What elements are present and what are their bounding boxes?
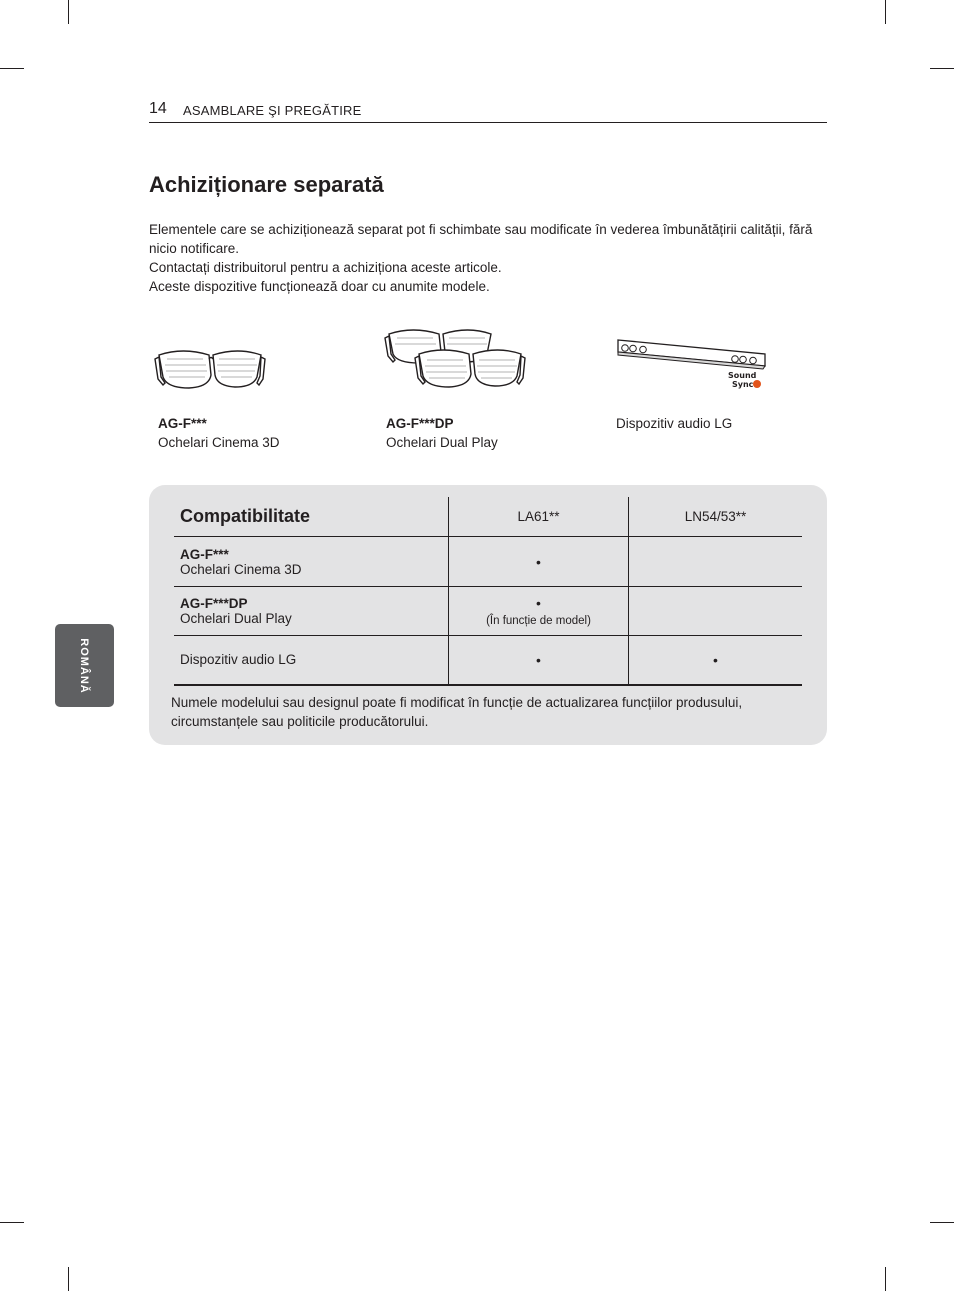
page-number: 14	[149, 100, 167, 117]
compatibility-footnote: Numele modelului sau designul poate fi modificat în funcție de actualizarea funcțiilor produsului, circumstanțele sau politicile producătorului.	[171, 695, 743, 729]
table-title-cell	[174, 497, 449, 537]
crop-mark	[885, 1267, 886, 1291]
product-code: AG-F***	[158, 416, 207, 431]
product-name: Dispozitiv audio LG	[616, 416, 733, 431]
row-code: AG-F***	[180, 546, 229, 562]
row-code: AG-F***DP	[180, 596, 248, 611]
table-row	[174, 587, 802, 636]
row-name: Ochelari Cinema 3D	[180, 561, 302, 577]
row-name: Ochelari Dual Play	[180, 611, 292, 626]
intro-text	[149, 220, 829, 296]
compat-dot: •	[536, 651, 541, 668]
table-header-row	[174, 497, 802, 537]
crop-mark	[68, 1267, 69, 1291]
language-tab	[55, 624, 114, 707]
crop-mark	[930, 1222, 954, 1223]
page-title: Achiziționare separată	[149, 172, 384, 197]
compatibility-table	[174, 497, 802, 686]
product-caption	[386, 414, 498, 452]
row-label	[174, 537, 449, 587]
row-label	[174, 587, 449, 636]
soundbar-icon	[615, 336, 770, 394]
product-caption	[158, 414, 280, 452]
crop-mark	[68, 0, 69, 24]
row-name: Dispozitiv audio LG	[180, 652, 297, 668]
intro-line: Contactați distribuitorul pentru a achiziționa aceste articole.	[149, 260, 502, 275]
crop-mark	[885, 0, 886, 24]
crop-mark	[0, 68, 24, 69]
table-cell	[629, 636, 803, 685]
row-label	[174, 636, 449, 685]
product-name: Ochelari Dual Play	[386, 435, 498, 450]
compatibility-title: Compatibilitate	[180, 506, 311, 526]
svg-text:Sync: Sync	[732, 380, 754, 389]
table-cell	[449, 587, 629, 636]
sound-sync-logo	[728, 371, 761, 389]
compatibility-panel	[149, 485, 827, 745]
table-cell	[449, 537, 629, 587]
intro-line: Aceste dispozitive funcționează doar cu anumite modele.	[149, 279, 490, 294]
product-caption	[616, 414, 732, 433]
glasses-icon	[153, 345, 268, 395]
table-cell	[449, 636, 629, 685]
language-label: ROMÂNĂ	[78, 638, 90, 694]
table-row	[174, 537, 802, 587]
section-title: ASAMBLARE ŞI PREGĂTIRE	[183, 103, 362, 118]
table-cell	[629, 537, 803, 587]
compat-dot: •	[536, 553, 541, 570]
svg-text:Sound: Sound	[728, 371, 757, 380]
compat-note: (În funcție de model)	[486, 615, 591, 627]
crop-mark	[0, 1222, 24, 1223]
product-name: Ochelari Cinema 3D	[158, 435, 280, 450]
compat-dot: •	[713, 651, 718, 668]
table-cell	[629, 587, 803, 636]
table-row	[174, 636, 802, 685]
compat-dot: •	[536, 595, 541, 611]
intro-line: Elementele care se achiziționează separat pot fi schimbate sau modificate în vederea îmbunătățirii calității, fără nicio notificare.	[149, 222, 813, 256]
dual-glasses-icon	[383, 326, 528, 398]
column-header: LA61**	[449, 497, 629, 537]
crop-mark	[930, 68, 954, 69]
column-header: LN54/53**	[629, 497, 803, 537]
product-code: AG-F***DP	[386, 416, 454, 431]
page-header	[149, 100, 827, 123]
